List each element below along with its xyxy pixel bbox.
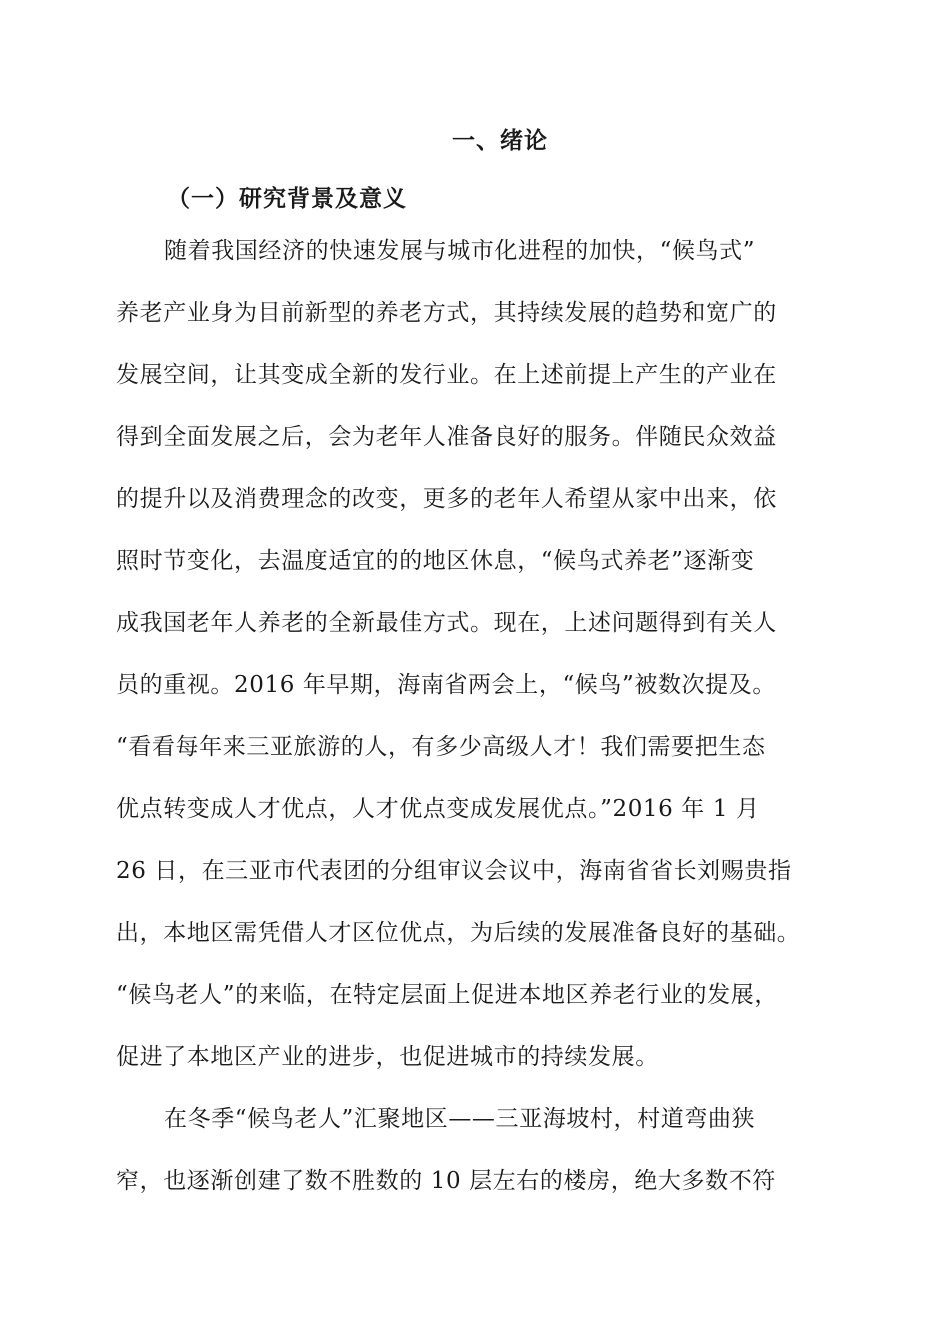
paragraph-1-line-7: 成我国老年人养老的全新最佳方式。现在，上述问题得到有关人 — [116, 610, 777, 636]
paragraph-1-line-2: 养老产业身为目前新型的养老方式，其持续发展的趋势和宽广的 — [116, 300, 777, 326]
section-heading: （一）研究背景及意义 — [167, 185, 407, 212]
paragraph-1-line-10: 优点转变成人才优点，人才优点变成发展优点。”2016 年 1 月 — [116, 796, 760, 822]
paragraph-1-line-1: 随着我国经济的快速发展与城市化进程的加快，“候鸟式” — [164, 238, 756, 264]
paragraph-2-line-1: 在冬季“候鸟老人”汇聚地区——三亚海坡村，村道弯曲狭 — [164, 1106, 756, 1132]
paragraph-1-line-4: 得到全面发展之后，会为老年人准备良好的服务。伴随民众效益 — [116, 424, 777, 450]
paragraph-1-line-8: 员的重视。2016 年早期，海南省两会上，“候鸟”被数次提及。 — [116, 672, 776, 698]
paragraph-1-line-11: 26 日，在三亚市代表团的分组审议会议中，海南省省长刘赐贵指 — [116, 858, 792, 884]
paragraph-1-line-13: “候鸟老人”的来临，在特定层面上促进本地区养老行业的发展， — [116, 982, 778, 1008]
chapter-title: 一、绪论 — [452, 127, 548, 154]
paragraph-1-line-6: 照时节变化，去温度适宜的的地区休息，“候鸟式养老”逐渐变 — [116, 548, 755, 574]
paragraph-2-line-2: 窄，也逐渐创建了数不胜数的 10 层左右的楼房，绝大多数不符 — [116, 1168, 776, 1194]
paragraph-1-line-9: “看看每年来三亚旅游的人，有多少高级人才！我们需要把生态 — [116, 734, 766, 760]
paragraph-1-line-5: 的提升以及消费理念的改变，更多的老年人希望从家中出来，依 — [116, 486, 777, 512]
paragraph-1-line-14: 促进了本地区产业的进步，也促进城市的持续发展。 — [116, 1044, 659, 1070]
paragraph-1-line-12: 出，本地区需凭借人才区位优点，为后续的发展准备良好的基础。 — [116, 920, 801, 946]
paragraph-1-line-3: 发展空间，让其变成全新的发行业。在上述前提上产生的产业在 — [116, 362, 777, 388]
